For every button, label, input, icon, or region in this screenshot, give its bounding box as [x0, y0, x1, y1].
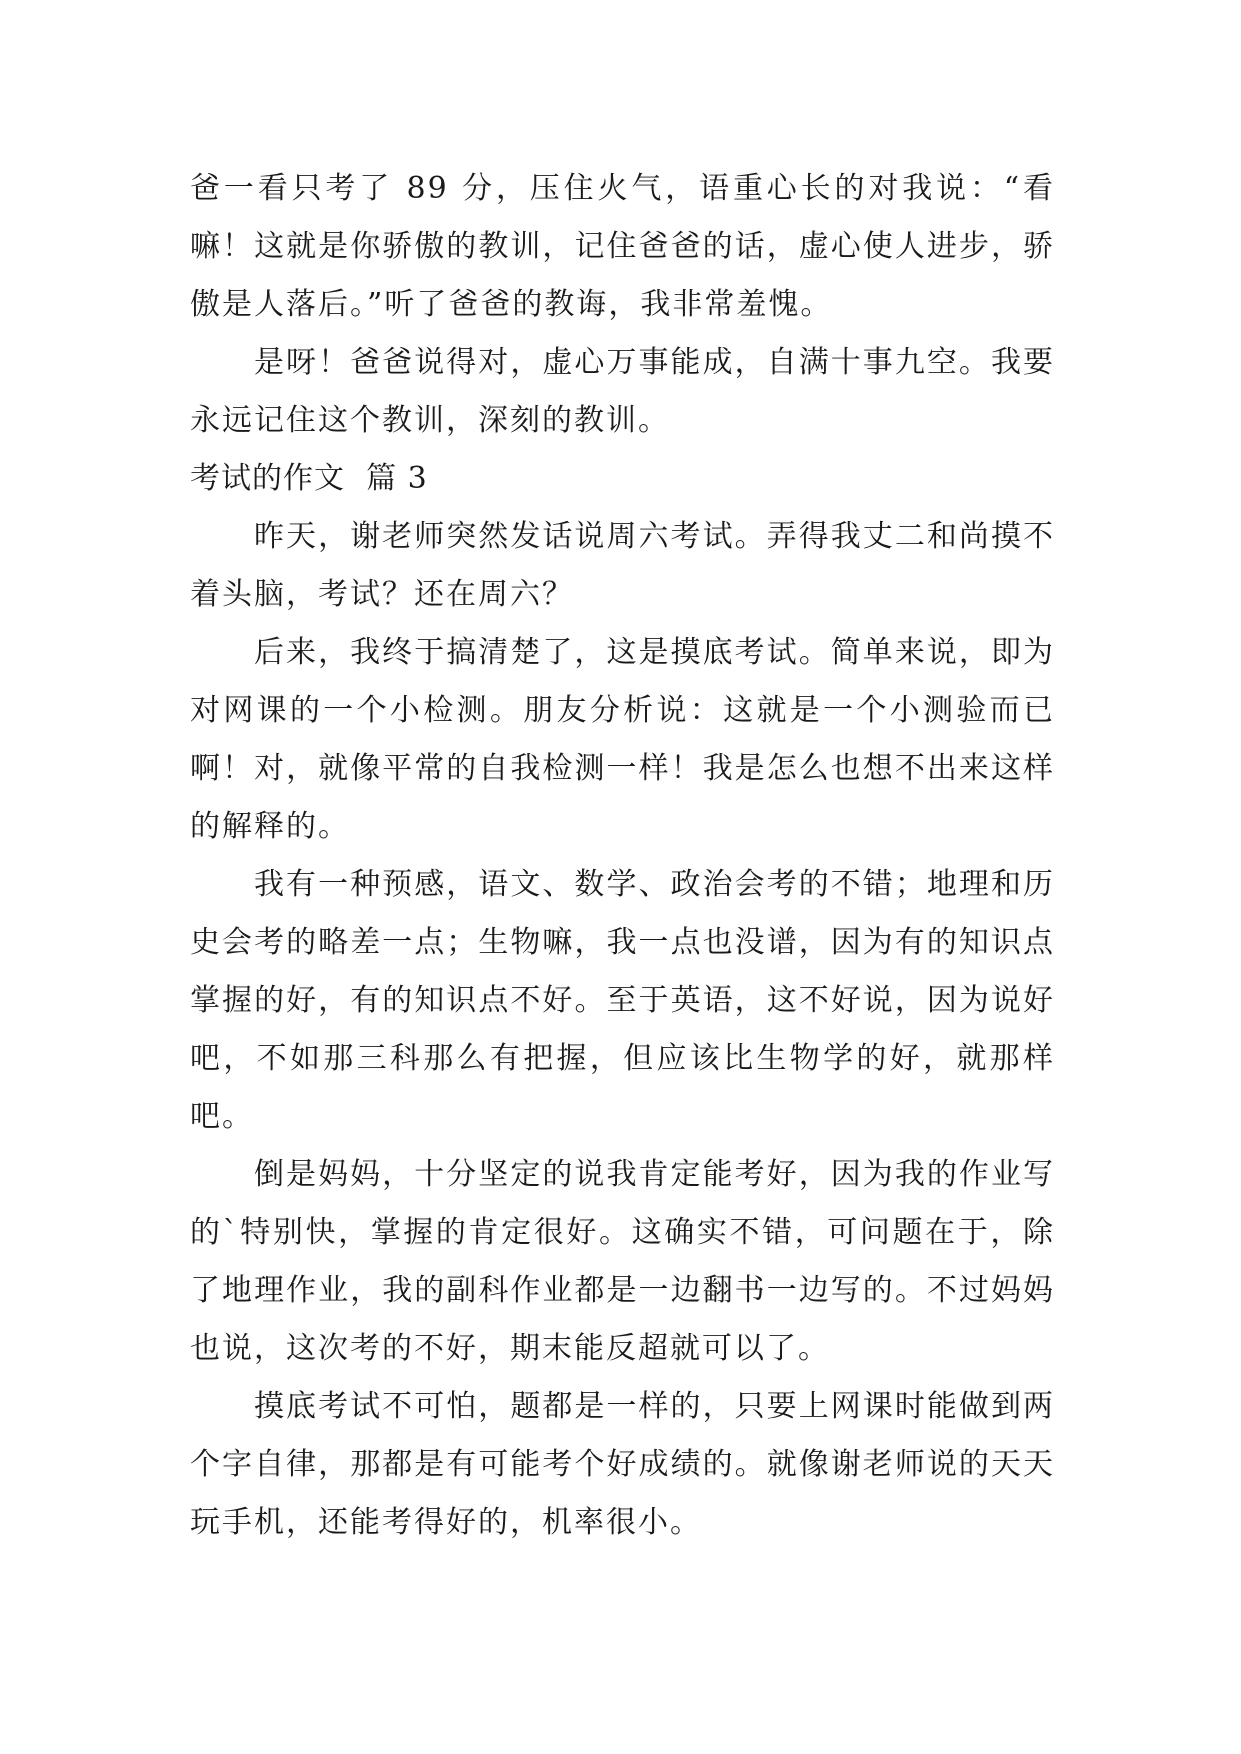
paragraph-4: 后来，我终于搞清楚了，这是摸底考试。简单来说，即为对网课的一个小检测。朋友分析说：这就是一个小测验而已啊！对，就像平常的自我检测一样！我是怎么也想不出来这样的解释的。 — [190, 635, 1055, 844]
paragraph-1: 爸一看只考了 89 分，压住火气，语重心长的对我说：“看嘛！这就是你骄傲的教训，记住爸爸的话，虚心使人进步，骄傲是人落后。”听了爸爸的教诲，我非常羞愧。 — [190, 171, 1055, 322]
paragraph-7: 摸底考试不可怕，题都是一样的，只要上网课时能做到两个字自律，那都是有可能考个好成绩的。就像谢老师说的天天玩手机，还能考得好的，机率很小。 — [190, 1389, 1055, 1540]
paragraph-3: 昨天，谢老师突然发话说周六考试。弄得我丈二和尚摸不着头脑，考试？还在周六？ — [190, 519, 1055, 612]
paragraph-6: 倒是妈妈，十分坚定的说我肯定能考好，因为我的作业写的`特别快，掌握的肯定很好。这确实不错，可问题在于，除了地理作业，我的副科作业都是一边翻书一边写的。不过妈妈也说，这次考的不好，期末能反超就可以了。 — [190, 1157, 1055, 1366]
paragraph-5: 我有一种预感，语文、数学、政治会考的不错；地理和历史会考的略差一点；生物嘛，我一点也没谱，因为有的知识点掌握的好，有的知识点不好。至于英语，这不好说，因为说好吧，不如那三科那么有把握，但应该比生物学的好，就那样吧。 — [190, 867, 1055, 1134]
paragraph-2: 是呀！爸爸说得对，虚心万事能成，自满十事九空。我要永远记住这个教训，深刻的教训。 — [190, 345, 1055, 438]
document-body — [190, 160, 1055, 1552]
section-heading: 考试的作文 篇 3 — [190, 461, 428, 496]
